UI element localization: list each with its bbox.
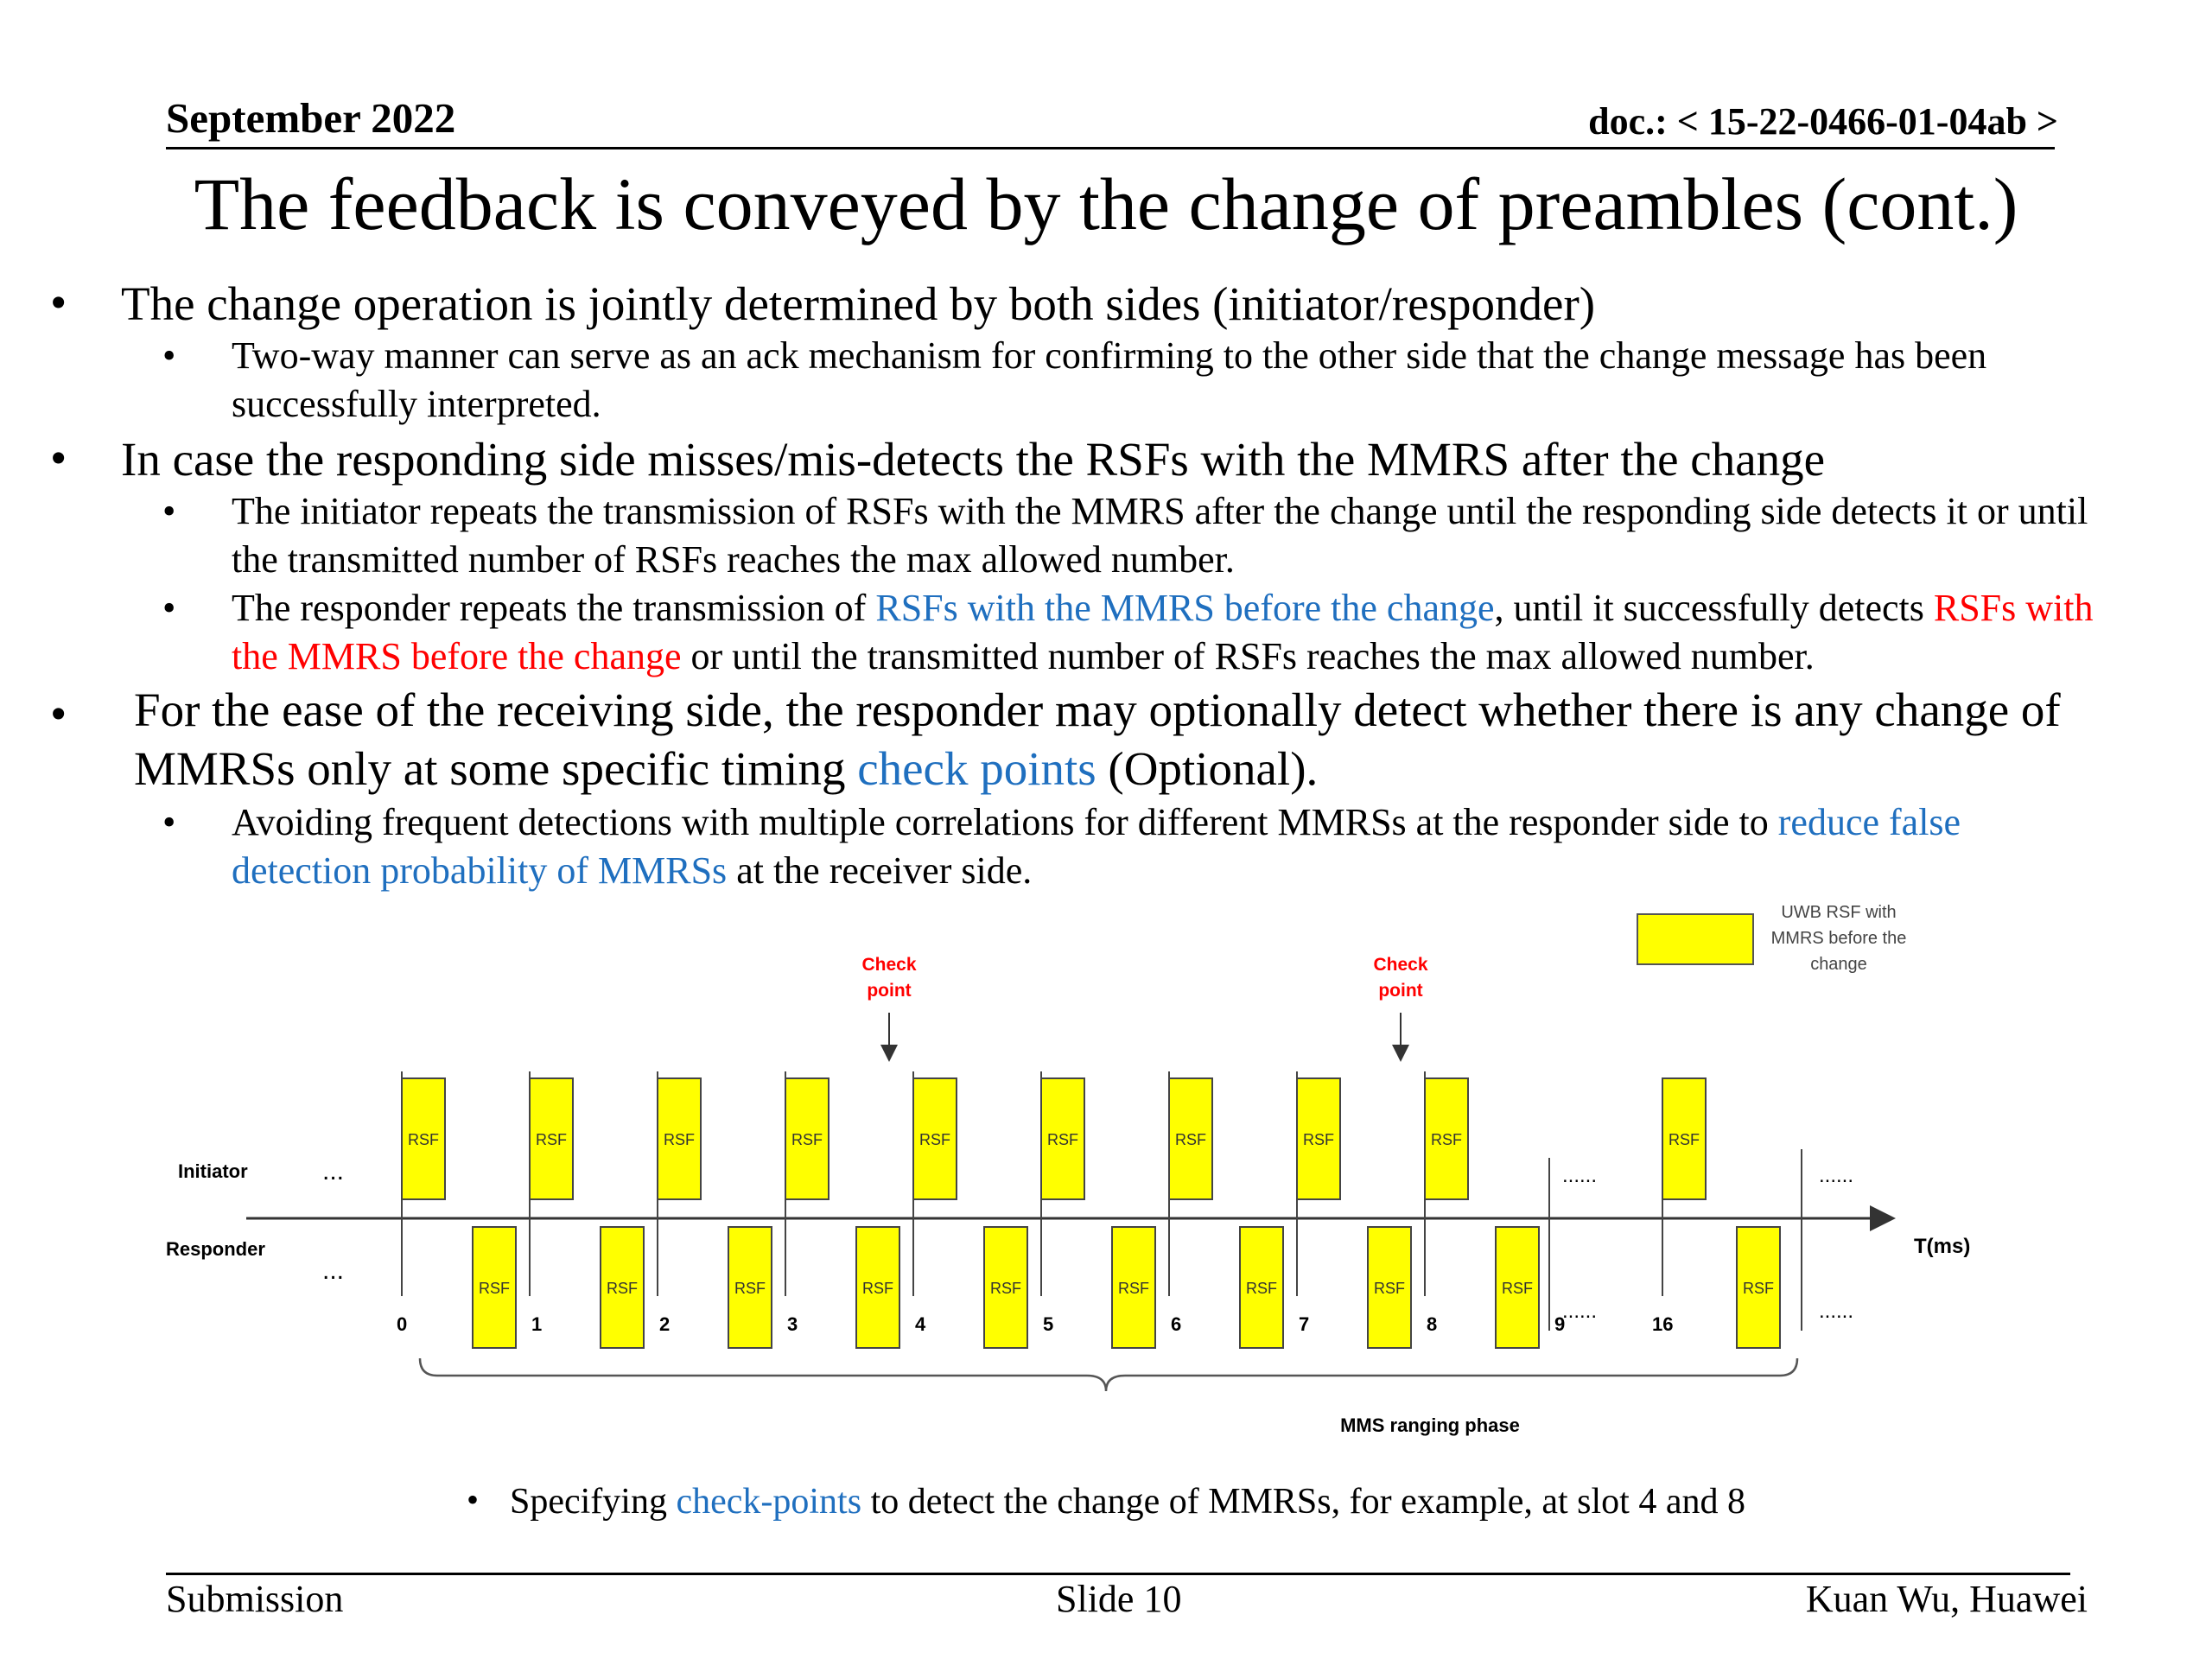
checkpoint-label: Check <box>1373 955 1428 975</box>
text-run: Avoiding frequent detections with multiple correlations for different MMRSs at the responder side to <box>232 801 1778 843</box>
text-run: to detect the change of MMRSs, for example, at slot 4 and 8 <box>861 1482 1745 1522</box>
text-run: , until it successfully detects <box>1494 587 1934 629</box>
phase-label: MMS ranging phase <box>1340 1414 1520 1436</box>
checkpoint-label: point <box>867 981 912 1001</box>
bullet-3: For the ease of the receiving side, the responder may optionally detect whether there is any change of <box>134 683 2061 736</box>
responder-rsf-label: RSF <box>1502 1280 1533 1297</box>
text-run: Specifying <box>510 1482 677 1522</box>
bullet-1: The change operation is jointly determined by both sides (initiator/responder) <box>121 277 1596 330</box>
highlight-red: RSFs with <box>1933 587 2094 629</box>
bullet-dot: • <box>467 1480 480 1519</box>
initiator-rsf-label: RSF <box>791 1131 823 1148</box>
gap-ellipsis-bottom: ...... <box>1562 1300 1598 1323</box>
text-run: or until the transmitted number of RSFs reaches the max allowed number. <box>681 635 1815 677</box>
slot-number: 9 <box>1554 1313 1566 1335</box>
phase-brace <box>420 1358 1797 1391</box>
responder-ellipsis: ... <box>322 1256 345 1285</box>
legend-swatch <box>1637 914 1753 964</box>
slide-title: The feedback is conveyed by the change of preambles (cont.) <box>194 162 2018 245</box>
gap-ellipsis-right-top: ...... <box>1819 1164 1854 1187</box>
responder-rsf-label: RSF <box>734 1280 766 1297</box>
highlight-blue: reduce false <box>1777 801 1961 843</box>
responder-rsf-label: RSF <box>1743 1280 1774 1297</box>
responder-label: Responder <box>166 1238 265 1260</box>
initiator-ellipsis: ... <box>322 1157 345 1185</box>
bullet-1-1: Two-way manner can serve as an ack mechanism for confirming to the other side that the change message has been <box>232 334 1987 377</box>
legend-line-2: MMRS before the <box>1770 929 1907 948</box>
slot-number: 5 <box>1043 1313 1054 1335</box>
slot-number: 4 <box>915 1313 926 1335</box>
bullet-1-1-cont: successfully interpreted. <box>232 383 601 425</box>
initiator-rsf-label: RSF <box>664 1131 695 1148</box>
text-run: The responder repeats the transmission of <box>232 587 876 629</box>
slot-number: 16 <box>1652 1313 1674 1335</box>
bullet-4 <box>510 1478 1745 1526</box>
legend-line-1: UWB RSF with <box>1781 903 1897 922</box>
initiator-rsf-label: RSF <box>1175 1131 1206 1148</box>
responder-rsf-label: RSF <box>1118 1280 1149 1297</box>
responder-rsf-label: RSF <box>862 1280 893 1297</box>
time-axis-label: T(ms) <box>1914 1235 1971 1258</box>
footer-slide-number: Slide 10 <box>1056 1578 1182 1620</box>
highlight-blue: check-points <box>676 1482 862 1522</box>
header-doc-id: doc.: < 15-22-0466-01-04ab > <box>1588 100 2058 143</box>
responder-rsf-label: RSF <box>1374 1280 1405 1297</box>
gap-ellipsis-top: ...... <box>1562 1164 1598 1187</box>
footer-author: Kuan Wu, Huawei <box>1805 1578 2088 1620</box>
initiator-rsf-label: RSF <box>1431 1131 1462 1148</box>
highlight-blue: check points <box>857 742 1096 795</box>
slot-number: 2 <box>659 1313 671 1335</box>
initiator-rsf-label: RSF <box>536 1131 567 1148</box>
bullet-dot: • <box>50 431 67 484</box>
initiator-rsf-label: RSF <box>919 1131 950 1148</box>
highlight-blue: detection probability of MMRSs <box>232 849 728 892</box>
bullet-dot: • <box>50 276 67 328</box>
slot-number: 6 <box>1171 1313 1182 1335</box>
initiator-rsf-label: RSF <box>408 1131 439 1148</box>
slot-number: 0 <box>397 1313 408 1335</box>
slot-number: 8 <box>1427 1313 1438 1335</box>
bullet-dot: • <box>162 801 176 843</box>
bullet-2-1-cont: the transmitted number of RSFs reaches the max allowed number. <box>232 538 1235 581</box>
checkpoint-label: Check <box>861 955 917 975</box>
bullet-dot: • <box>162 334 176 377</box>
footer-submission: Submission <box>166 1578 344 1620</box>
text-run: at the receiver side. <box>727 849 1033 892</box>
footer-rule <box>166 1573 2070 1575</box>
highlight-red: the MMRS before the change <box>232 635 682 677</box>
responder-rsf-label: RSF <box>607 1280 638 1297</box>
initiator-label: Initiator <box>178 1160 248 1182</box>
bullet-2: In case the responding side misses/mis-detects the RSFs with the MMRS after the change <box>121 433 1826 486</box>
highlight-blue: RSFs with the MMRS before the change <box>875 587 1495 629</box>
initiator-rsf-label: RSF <box>1303 1131 1334 1148</box>
checkpoint-label: point <box>1378 981 1423 1001</box>
header-date: September 2022 <box>166 94 456 142</box>
slot-number: 3 <box>787 1313 798 1335</box>
bullet-dot: • <box>50 687 67 740</box>
gap-ellipsis-right-bottom: ...... <box>1819 1300 1854 1323</box>
rsf-layer <box>397 955 1780 1348</box>
responder-rsf-label: RSF <box>479 1280 510 1297</box>
legend-line-3: change <box>1810 955 1867 974</box>
text-run: MMRSs only at some specific timing <box>134 742 858 795</box>
bullet-dot: • <box>162 490 176 532</box>
responder-rsf-label: RSF <box>1246 1280 1277 1297</box>
responder-rsf-label: RSF <box>990 1280 1021 1297</box>
initiator-rsf-label: RSF <box>1669 1131 1700 1148</box>
bullet-2-1: The initiator repeats the transmission of RSFs with the MMRS after the change until the responding side detects it or until <box>232 490 2088 532</box>
slot-number: 7 <box>1299 1313 1310 1335</box>
text-run: (Optional). <box>1096 742 1319 795</box>
initiator-rsf-label: RSF <box>1047 1131 1078 1148</box>
bullet-dot: • <box>162 587 176 629</box>
slot-number: 1 <box>531 1313 543 1335</box>
